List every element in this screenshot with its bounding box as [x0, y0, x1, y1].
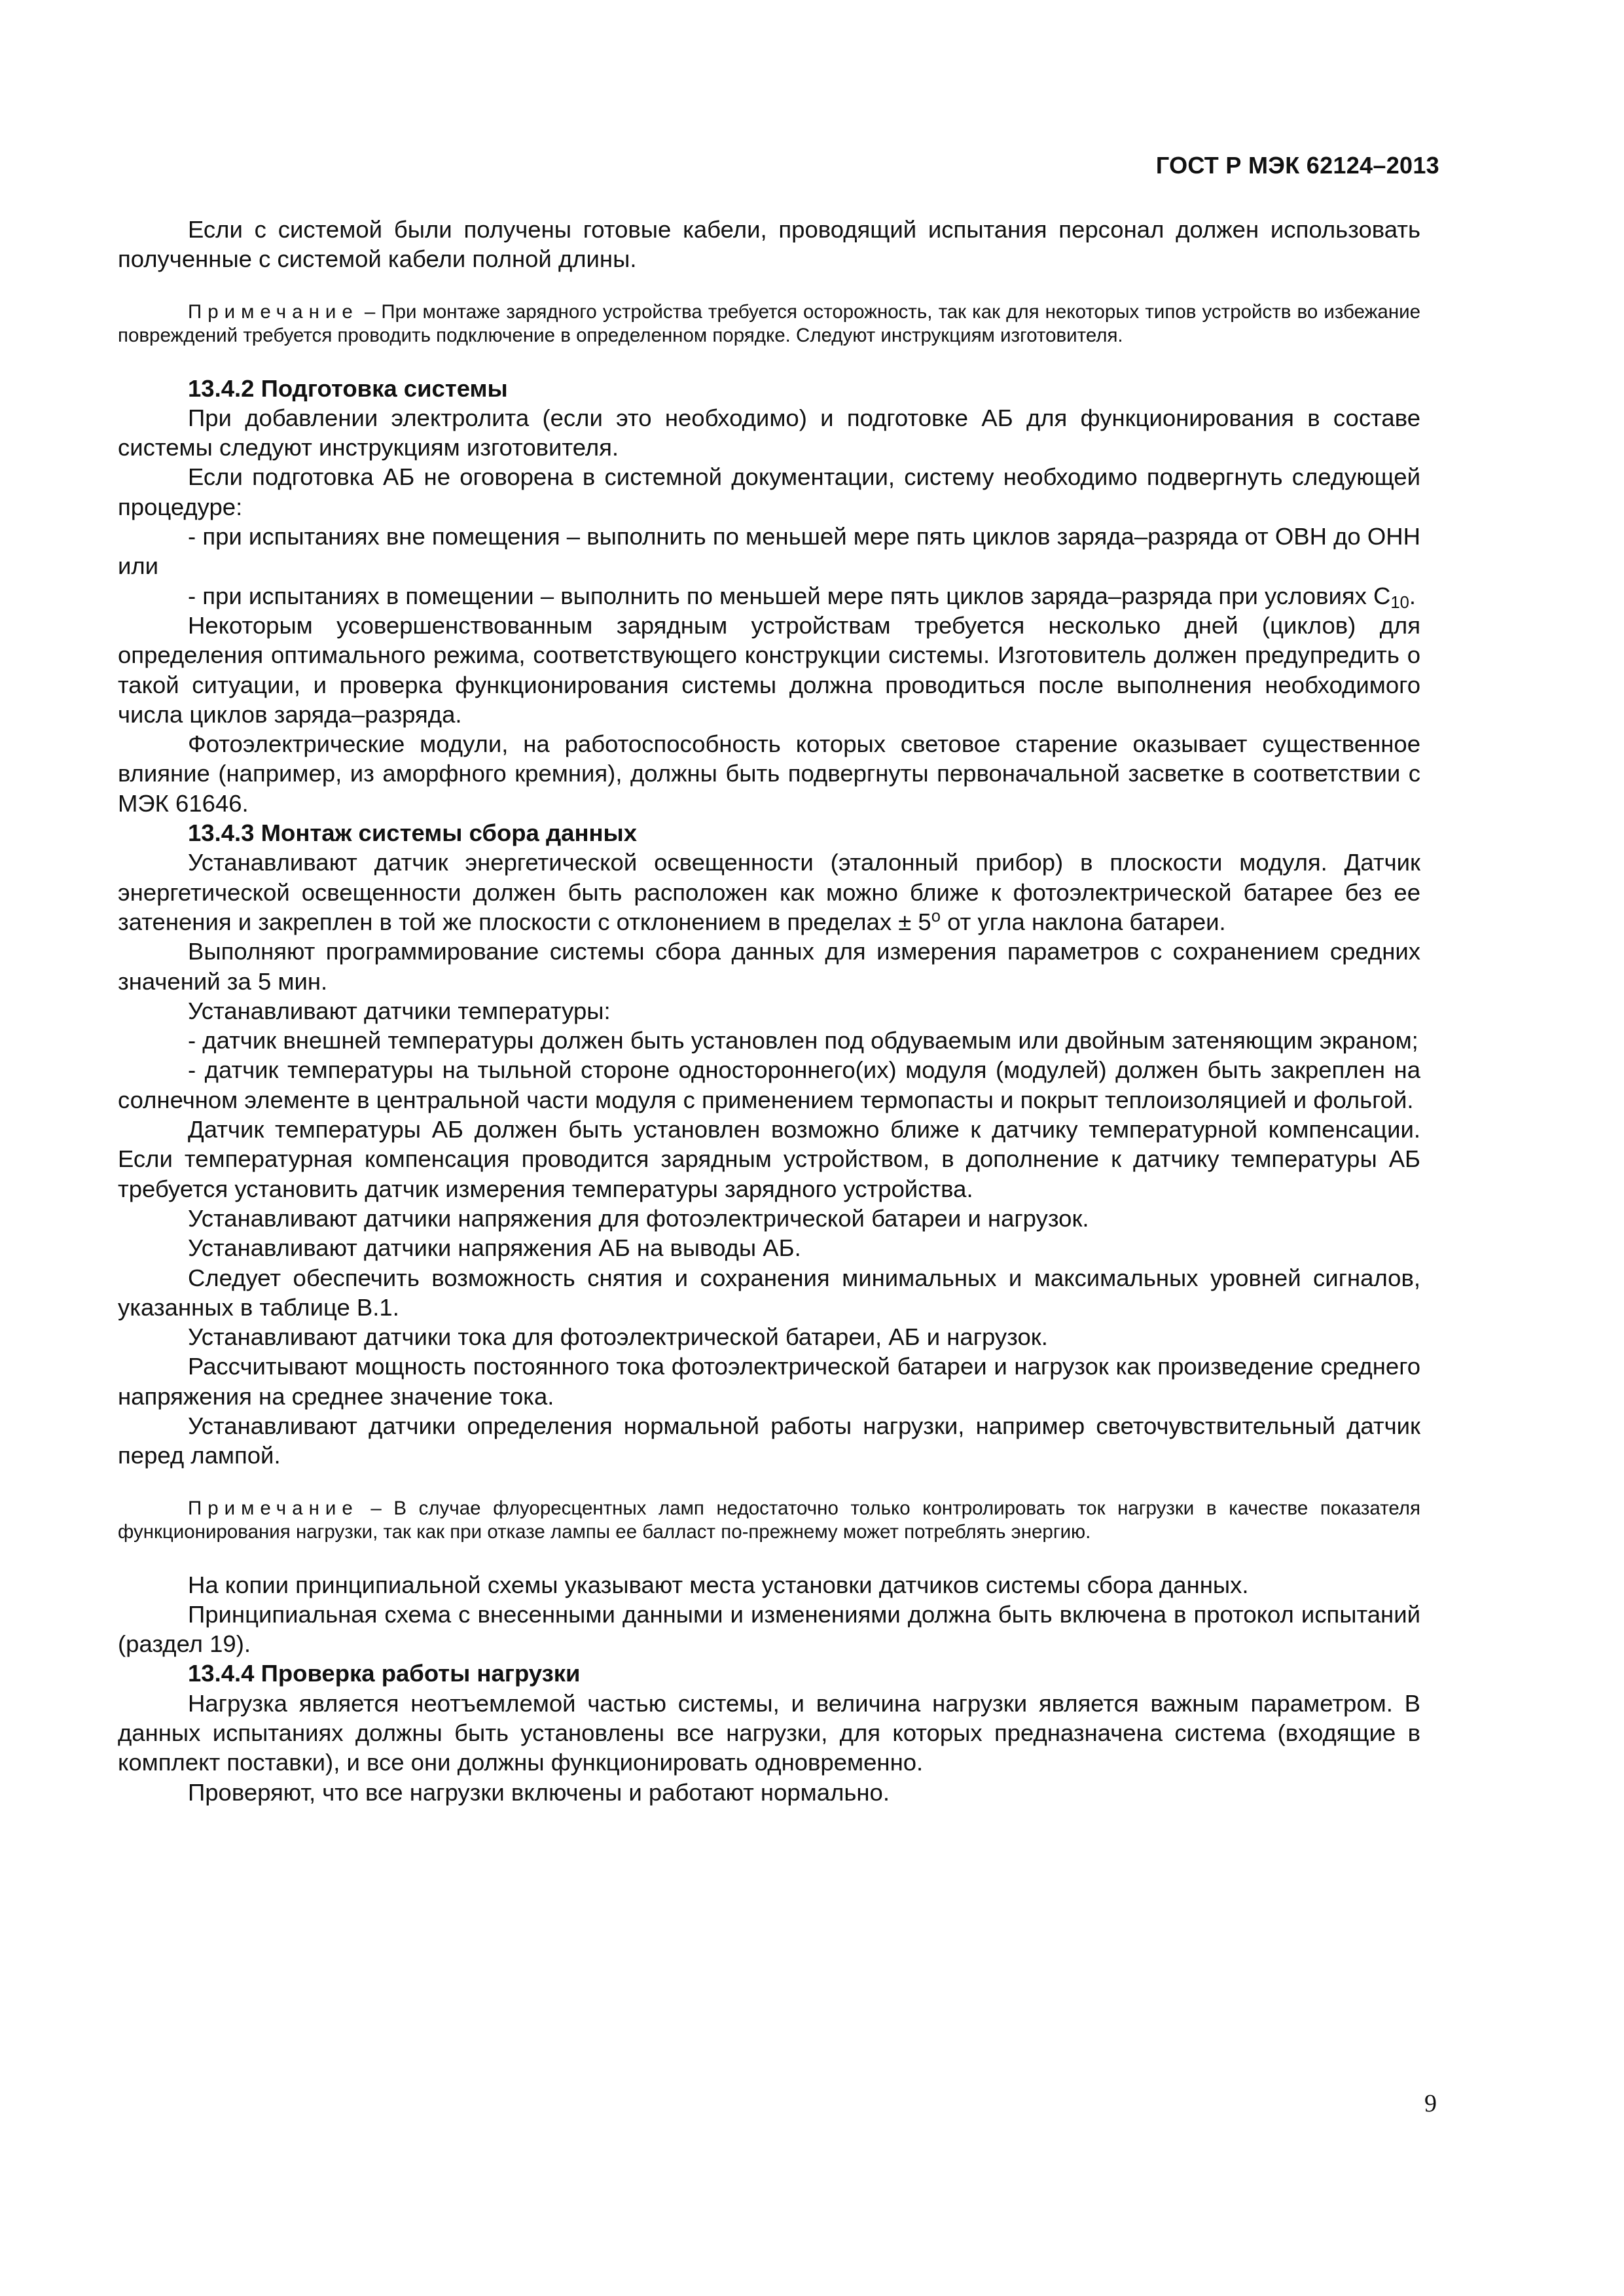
- page-number: 9: [1424, 2090, 1437, 2117]
- paragraph-battery-temperature: Датчик температуры АБ должен быть установлен возможно ближе к датчику температурной компенсации. Если температурная компенсация проводится зарядным устройством, в дополнение к датчику температуры АБ требуется установить датчик измерения температуры зарядного устройства.: [118, 1116, 1420, 1202]
- note-text: При монтаже зарядного устройства требуется осторожность, так как для некоторых типов устройств во избежание повреждений требуется проводить подключение в определенном порядке. Следуют инструкциям изготовителя.: [118, 300, 1420, 346]
- paragraph-voltage-sensors-pv: Устанавливают датчики напряжения для фотоэлектрической батареи и нагрузок.: [188, 1204, 1089, 1232]
- paragraph-schematic-report: Принципиальная схема с внесенными данными и изменениями должна быть включена в протокол испытаний (раздел 19).: [118, 1600, 1420, 1658]
- list-item-indoor-end: .: [1409, 582, 1416, 609]
- paragraph-preparation: Если подготовка АБ не оговорена в системной документации, систему необходимо подвергнуть следующей процедуре:: [118, 463, 1420, 520]
- list-item-indoor-text: - при испытаниях в помещении – выполнить по меньшей мере пять циклов заряда–разряда при условиях С: [188, 582, 1391, 609]
- list-item-outdoor: - при испытаниях вне помещения – выполнить по меньшей мере пять циклов заряда–разряда от ОВН до ОНН или: [118, 523, 1420, 580]
- paragraph-pv-modules: Фотоэлектрические модули, на работоспособность которых световое старение оказывает существенное влияние (например, из аморфного кремния), должны быть подвергнуты первоначальной засветке в соответствии с МЭК 61646.: [118, 730, 1420, 817]
- paragraph-current-sensors: Устанавливают датчики тока для фотоэлектрической батареи, АБ и нагрузок.: [188, 1323, 1048, 1351]
- section-heading-13-4-2: 13.4.2 Подготовка системы: [188, 374, 508, 402]
- list-item-ambient-sensor: - датчик внешней температуры должен быть установлен под обдуваемым или двойным затеняющим экраном;: [188, 1027, 1418, 1054]
- note-label: Примечание: [188, 1497, 359, 1519]
- degree-superscript: о: [931, 906, 941, 925]
- paragraph-signal-levels: Следует обеспечить возможность снятия и сохранения минимальных и максимальных уровней сигналов, указанных в таблице В.1.: [118, 1264, 1420, 1321]
- paragraph-load-check: Проверяют, что все нагрузки включены и работают нормально.: [188, 1778, 890, 1806]
- note-text: В случае флуоресцентных ламп недостаточно только контролировать ток нагрузки в качестве показателя функционирования нагрузки, так как при отказе лампы ее балласт по-прежнему может потреблять энергию.: [118, 1497, 1420, 1543]
- note-fluorescent: Примечание – В случае флуоресцентных ламп недостаточно только контролировать ток нагрузки в качестве показателя функционирования нагрузки, так как при отказе лампы ее балласт по-прежнему может потреблять энергию.: [118, 1497, 1420, 1543]
- paragraph-dc-power: Рассчитывают мощность постоянного тока фотоэлектрической батареи и нагрузок как произведение среднего напряжения на среднее значение тока.: [118, 1353, 1420, 1410]
- paragraph-cables: Если с системой были получены готовые кабели, проводящий испытания персонал должен использовать полученные с системой кабели полной длины.: [118, 216, 1420, 273]
- paragraph-load-sensors: Устанавливают датчики определения нормальной работы нагрузки, например светочувствительный датчик перед лампой.: [118, 1412, 1420, 1469]
- list-item-backside-sensor: - датчик температуры на тыльной стороне одностороннего(их) модуля (модулей) должен быть закреплен на солнечном элементе в центральной части модуля с применением термопасты и покрыт теплоизоляцией и фольгой.: [118, 1056, 1420, 1113]
- section-heading-13-4-3: 13.4.3 Монтаж системы сбора данных: [188, 819, 638, 847]
- irradiance-text: Устанавливают датчик энергетической освещенности (эталонный прибор) в плоскости модуля. Датчик энергетической освещенности должен быть расположен как можно ближе к фотоэлектрической батарее без ее затенения и закреплен в той же плоскости с отклонением в пределах ± 5: [118, 849, 1420, 935]
- paragraph-programming: Выполняют программирование системы сбора данных для измерения параметров с сохранением средних значений за 5 мин.: [118, 938, 1420, 995]
- paragraph-advanced-chargers: Некоторым усовершенствованным зарядным устройствам требуется несколько дней (циклов) для определения оптимального режима, соответствующего конструкции системы. Изготовитель должен предупредить о такой ситуации, и проверка функционирования системы должна проводиться после выполнения необходимого числа циклов заряда–разряда.: [118, 611, 1420, 728]
- paragraph-electrolyte: При добавлении электролита (если это необходимо) и подготовке АБ для функционирования в составе системы следуют инструкциям изготовителя.: [118, 404, 1420, 461]
- list-item-indoor: [118, 581, 1420, 611]
- paragraph-temperature-sensors: Устанавливают датчики температуры:: [188, 997, 611, 1024]
- note-label: Примечание: [188, 300, 359, 323]
- irradiance-text-end: от угла наклона батареи.: [940, 908, 1226, 935]
- note-charger: Примечание – При монтаже зарядного устройства требуется осторожность, так как для некоторых типов устройств во избежание повреждений требуется проводить подключение в определенном порядке. Следуют инструкциям изготовителя.: [118, 300, 1420, 346]
- document-body: [118, 215, 1420, 1807]
- paragraph-irradiance-sensor: [118, 848, 1420, 937]
- section-heading-13-4-4: 13.4.4 Проверка работы нагрузки: [188, 1660, 581, 1687]
- subscript-10: 10: [1390, 593, 1409, 612]
- paragraph-load-importance: Нагрузка является неотъемлемой частью системы, и величина нагрузки является важным параметром. В данных испытаниях должны быть установлены все нагрузки, для которых предназначена система (входящие в комплект поставки), и все они должны функционировать одновременно.: [118, 1689, 1420, 1776]
- standard-header: ГОСТ Р МЭК 62124–2013: [1155, 152, 1439, 179]
- paragraph-schematic-copy: На копии принципиальной схемы указывают места установки датчиков системы сбора данных.: [188, 1571, 1249, 1598]
- paragraph-voltage-sensors-battery: Устанавливают датчики напряжения АБ на выводы АБ.: [188, 1234, 801, 1262]
